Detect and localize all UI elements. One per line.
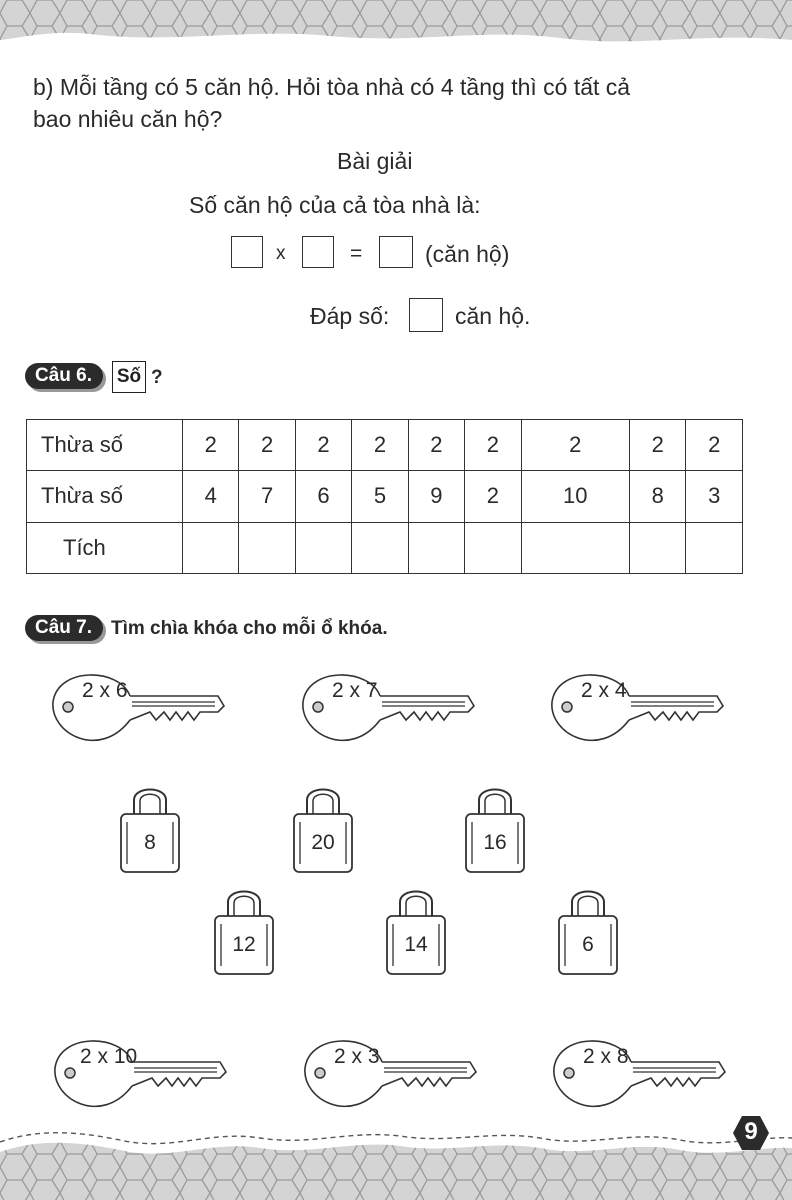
- key-label: 2 x 8: [583, 1045, 629, 1068]
- answer-label: Đáp số:: [310, 303, 390, 329]
- factor-row-2: [27, 471, 743, 522]
- padlock-icon: [557, 884, 619, 976]
- product-input-cell[interactable]: [295, 522, 351, 573]
- table-cell: 7: [239, 471, 295, 522]
- product-input-cell[interactable]: [465, 522, 521, 573]
- answer-box-factor2[interactable]: [302, 236, 334, 268]
- key-icon: [52, 1028, 232, 1118]
- question6-prompt-mark: ?: [151, 367, 163, 388]
- table-cell: 2: [239, 420, 295, 471]
- answer-box-product[interactable]: [379, 236, 413, 268]
- question7-instruction: Tìm chìa khóa cho mỗi ổ khóa.: [111, 618, 388, 639]
- table-cell: 2: [408, 420, 464, 471]
- final-answer-box[interactable]: [409, 298, 443, 332]
- padlock-icon: [119, 782, 181, 874]
- bottom-hexagon-banner: [0, 1128, 792, 1200]
- table-cell: 2: [465, 471, 521, 522]
- product-row: [27, 522, 743, 573]
- key-icon: [300, 662, 480, 752]
- question7-badge: Câu 7.: [25, 615, 103, 641]
- factor-row-1: [27, 420, 743, 471]
- product-input-cell[interactable]: [630, 522, 686, 573]
- product-input-cell[interactable]: [183, 522, 239, 573]
- padlock[interactable]: [213, 884, 275, 976]
- table-cell: 2: [521, 420, 630, 471]
- question-b-line1: b) Mỗi tầng có 5 căn hộ. Hỏi tòa nhà có 4 tầng thì có tất cả: [33, 74, 631, 100]
- solution-heading: Bài giải: [337, 148, 413, 174]
- table-cell: 4: [183, 471, 239, 522]
- page-number: 9: [744, 1118, 758, 1145]
- key-icon: [50, 662, 230, 752]
- key-label: 2 x 6: [82, 679, 128, 702]
- product-input-cell[interactable]: [239, 522, 295, 573]
- key[interactable]: [549, 662, 729, 752]
- padlock-number: 8: [144, 831, 156, 854]
- table-cell: 2: [295, 420, 351, 471]
- answer-box-factor1[interactable]: [231, 236, 263, 268]
- times-symbol: x: [276, 243, 286, 264]
- padlock-number: 14: [404, 933, 428, 956]
- row-label: Thừa số: [27, 420, 183, 471]
- table-cell: 2: [183, 420, 239, 471]
- answer-unit: căn hộ.: [455, 303, 531, 329]
- multiplication-table: [26, 419, 743, 574]
- padlock-icon: [292, 782, 354, 874]
- padlock-icon: [385, 884, 447, 976]
- table-cell: 2: [465, 420, 521, 471]
- key-label: 2 x 10: [80, 1045, 138, 1068]
- key-icon: [549, 662, 729, 752]
- padlock-number: 6: [582, 933, 594, 956]
- padlock-number: 16: [483, 831, 507, 854]
- unit-parenthetical: (căn hộ): [425, 241, 510, 267]
- product-input-cell[interactable]: [521, 522, 630, 573]
- key-icon: [551, 1028, 731, 1118]
- key[interactable]: [50, 662, 230, 752]
- key[interactable]: [551, 1028, 731, 1118]
- padlock[interactable]: [464, 782, 526, 874]
- padlock-icon: [464, 782, 526, 874]
- table-cell: 6: [295, 471, 351, 522]
- top-hexagon-banner: [0, 0, 792, 48]
- key[interactable]: [52, 1028, 232, 1118]
- row-label: Thừa số: [27, 471, 183, 522]
- row-label: Tích: [27, 522, 183, 573]
- table-cell: 10: [521, 471, 630, 522]
- padlock[interactable]: [119, 782, 181, 874]
- question6-prompt-box: Số: [112, 361, 146, 393]
- padlock[interactable]: [385, 884, 447, 976]
- key-label: 2 x 4: [581, 679, 627, 702]
- table-cell: 2: [630, 420, 686, 471]
- solution-statement: Số căn hộ của cả tòa nhà là:: [189, 192, 481, 218]
- table-cell: 2: [686, 420, 743, 471]
- padlock[interactable]: [292, 782, 354, 874]
- padlock-number: 20: [311, 831, 335, 854]
- question6-badge: Câu 6.: [25, 363, 103, 389]
- product-input-cell[interactable]: [686, 522, 743, 573]
- table-cell: 3: [686, 471, 743, 522]
- key-label: 2 x 3: [334, 1045, 380, 1068]
- padlock-icon: [213, 884, 275, 976]
- table-cell: 5: [352, 471, 408, 522]
- table-cell: 9: [408, 471, 464, 522]
- key[interactable]: [300, 662, 480, 752]
- product-input-cell[interactable]: [352, 522, 408, 573]
- key-icon: [302, 1028, 482, 1118]
- product-input-cell[interactable]: [408, 522, 464, 573]
- key-label: 2 x 7: [332, 679, 378, 702]
- table-cell: 8: [630, 471, 686, 522]
- key[interactable]: [302, 1028, 482, 1118]
- padlock-number: 12: [232, 933, 256, 956]
- table-cell: 2: [352, 420, 408, 471]
- equals-symbol: =: [350, 242, 363, 265]
- padlock[interactable]: [557, 884, 619, 976]
- question-b-line2: bao nhiêu căn hộ?: [33, 106, 223, 132]
